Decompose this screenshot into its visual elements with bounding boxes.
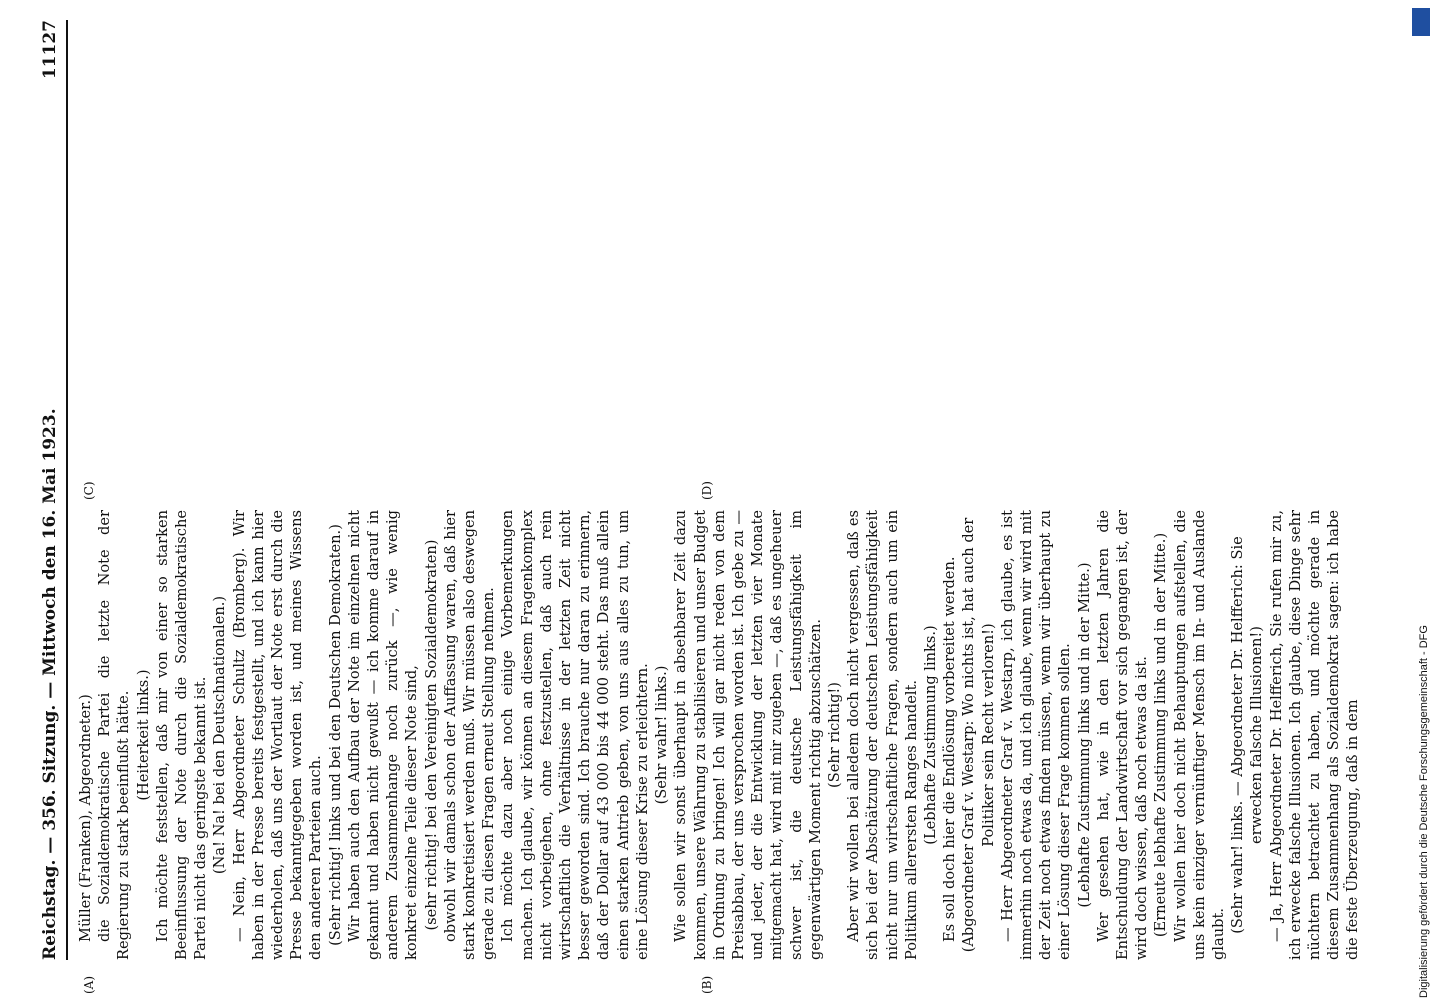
paragraph: (Sehr wahr! links.) [653,665,671,805]
paragraph: Wer gesehen hat, wie in den letzten Jahren die Entschuldung der Landwirtschaft vor sich gegangen ist, der wird doch wissen, daß noch etwas da ist. [1094,510,1151,960]
paragraph: (sehr richtig! bei den Vereinigten Sozialdemokraten) [422,539,440,931]
digitization-credit: Digitalisierung gefördert durch die Deutsche Forschungsgemeinschaft - DFG [1418,625,1430,998]
paragraph: (Abgeordneter Graf v. Westarp: Wo nichts ist, hat auch der Politiker sein Recht verloren!) [960,517,997,953]
header-rule [66,20,68,960]
page-header [36,20,66,960]
paragraph: — Nein, Herr Abgeordneter Schultz (Bromberg). Wir haben in der Presse bereits festgestellt, und ich kann hier wiederholen, daß uns der Wortlaut der Note erst durch die Presse bekanntgegeben worden ist, und meines Wissens den anderen Parteien auch. [230,510,325,960]
paragraph: (Sehr richtig!) [825,682,843,788]
paragraph: Ich möchte dazu aber noch einige Vorbemerkungen machen. Ich glaube, wir können an diesem Fragenkomplex nicht vorbeigehen, ohne festzustellen, daß auch rein wirtschaftlich die Verhältnisse in der letzten Zeit nicht besser geworden sind. Ich brauche nur daran zu erinnern, daß der Dollar auf 43 000 bis 44 000 steht. Das muß allein einen starken Antrieb geben, von uns aus alles zu tun, um eine Lösung dieser Krise zu erleichtern. [499,510,651,960]
margin-mark-a: (A) [82,975,96,994]
header-running-title: Reichstag. — 356. Sitzung. — Mittwoch den 16. Mai 1923. [40,408,60,960]
page-number: 11127 [40,20,60,80]
paragraph: (Lebhafte Zustimmung links und in der Mitte.) [1075,562,1093,908]
paragraph: (Heiterkeit links.) [134,669,152,801]
paragraph: die Sozialdemokratische Partei die letzte Note der Regierung zu stark beeinflußt hätte. [96,510,133,960]
paragraph: (Erneute lebhafte Zustimmung links und in der Mitte.) [1152,532,1170,938]
paragraph: (Sehr richtig! links und bei den Deutschen Demokraten.) [326,524,344,946]
paragraph: — Herr Abgeordneter Graf v. Westarp, ich glaube, es ist immerhin noch etwas da, und ich glaube, wenn wir wird mit der Zeit noch etwas finden müssen, wenn wir überhaupt zu einer Lösung dieser Frage kommen sollen. [998,510,1074,960]
text-column-left [76,510,1363,960]
paragraph: Wir wollen hier doch nicht Behauptungen aufstellen, die uns kein einziger vernünftiger Mensch im In- und Auslande glaubt. [1171,510,1227,960]
paragraph: obwohl wir damals schon der Auffassung waren, daß hier stark konkretisiert werden muß. Wir müssen also deswegen gerade zu diesen Fragen erneut Stellung nehmen. [441,510,498,960]
paragraph: (Na! Na! bei den Deutschnationalen.) [211,595,229,875]
paragraph: — Ja, Herr Abgeordneter Dr. Helfferich, Sie rufen mir zu, ich erwecke falsche Illusionen. Ich glaube, diese Dinge sehr nüchtern betrachtet zu haben, und möchte gerade in diesem Zusammenhang als Sozialdemokrat sagen: ich habe die feste Überzeugung, daß in dem [1267,510,1362,960]
paragraph: Aber wir wollen bei alledem doch nicht vergessen, daß es sich bei der Abschätzung der deutschen Leistungsfähigkeit nicht nur um wirtschaftliche Fragen, sondern auch um ein Politikum allerersten Ranges handelt. [845,510,920,960]
paragraph: Wie sollen wir sonst überhaupt in absehbarer Zeit dazu kommen, unsere Währung zu stabilisieren und unser Budget in Ordnung zu bringen! Ich will gar nicht reden von dem Preisabbau, der uns versprochen worden ist. Ich gebe zu — und jeder, der die Entwicklung der letzten vier Monate mitgemacht hat, wird mit mir zugeben —, daß es ungeheuer schwer ist, die deutsche Leistungsfähigkeit im gegenwärtigen Moment richtig abzuschätzen. [672,510,824,960]
margin-mark-d: (D) [700,481,714,500]
paragraph: (Sehr wahr! links. — Abgeordneter Dr. Helfferich: Sie erwecken falsche Illusionen!) [1229,536,1266,934]
paragraph: Müller (Franken), Abgeordneter.) [77,694,94,942]
margin-mark-b: (B) [700,975,714,994]
paragraph: Es soll doch hier die Endlösung vorbereitet werden. [941,556,959,942]
paragraph: Ich möchte feststellen, daß mir von einer so starken Beeinflussung der Note durch die Sozialdemokratische Partei nicht das geringste bekannt ist. [153,510,210,960]
paragraph: Wir haben auch den Aufbau der Note im einzelnen nicht gekannt und haben nicht gewußt — ich komme darauf in anderem Zusammenhange noch zurück —, wie wenig konkret einzelne Teile dieser Note sind, [345,510,421,960]
paragraph: (Lebhafte Zustimmung links.) [921,625,939,845]
margin-mark-c: (C) [82,481,96,500]
